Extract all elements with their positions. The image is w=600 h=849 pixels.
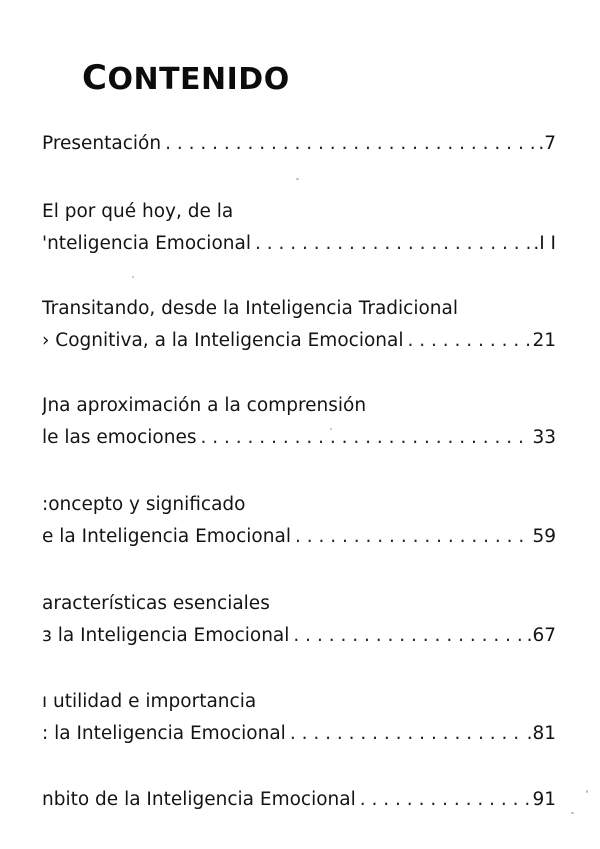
title-rest: ONTENIDO bbox=[107, 62, 290, 97]
toc-entry-title: › Cognitiva, a la Inteligencia Emocional bbox=[42, 330, 404, 351]
toc-entry-title: nbito de la Inteligencia Emocional bbox=[42, 789, 356, 810]
paper-speck bbox=[330, 428, 332, 430]
toc-entry-title: e la Inteligencia Emocional bbox=[42, 526, 291, 547]
toc-entry-transitando[interactable] bbox=[42, 293, 556, 357]
toc-entry-utilidad[interactable] bbox=[42, 686, 556, 750]
toc-page-number: .67 bbox=[526, 625, 556, 646]
title-initial: C bbox=[82, 58, 108, 98]
toc-entry-caracteristicas[interactable] bbox=[42, 588, 556, 652]
toc-entry-title-line: Transitando, desde la Inteligencia Tradicional bbox=[42, 298, 459, 319]
dot-leader bbox=[286, 718, 525, 750]
dot-leader bbox=[289, 620, 524, 652]
toc-entry-title-line: :oncepto y significado bbox=[42, 494, 246, 515]
toc-entry-title-line: El por qué hoy, de la bbox=[42, 201, 234, 222]
paper-speck bbox=[296, 178, 299, 180]
toc-entry-title-line: Jna aproximación a la comprensión bbox=[42, 395, 367, 416]
dot-leader bbox=[356, 784, 531, 816]
toc-entry-title: le las emociones bbox=[42, 427, 197, 448]
toc-entry-title: ɜ la Inteligencia Emocional bbox=[42, 625, 290, 646]
paper-speck bbox=[132, 276, 134, 278]
toc-page-number: 91 bbox=[532, 789, 556, 810]
paper-speck bbox=[571, 812, 574, 814]
paper-speck bbox=[586, 790, 588, 793]
toc-entry-ambito[interactable] bbox=[42, 784, 556, 816]
toc-entry-title: : la Inteligencia Emocional bbox=[42, 723, 286, 744]
toc-entry-title: Presentación bbox=[42, 133, 162, 154]
toc-entry-title-line: aracterísticas esenciales bbox=[42, 593, 270, 614]
toc-entry-concepto[interactable] bbox=[42, 489, 556, 553]
dot-leader bbox=[291, 521, 530, 553]
page-title bbox=[82, 58, 290, 98]
toc-page-number: 33 bbox=[532, 427, 556, 448]
toc-entry-title-line: ı utilidad e importancia bbox=[42, 691, 257, 712]
dot-leader bbox=[251, 228, 531, 260]
toc-entry-aproximacion[interactable] bbox=[42, 390, 556, 454]
toc-page-number: .7 bbox=[538, 133, 556, 154]
toc-entry-title: 'nteligencia Emocional bbox=[42, 233, 251, 254]
toc-page-number: .I I bbox=[533, 233, 556, 254]
toc-entry-por-que-hoy[interactable] bbox=[42, 196, 556, 260]
dot-leader bbox=[161, 128, 536, 160]
toc-entry-presentacion[interactable] bbox=[42, 128, 556, 160]
dot-leader bbox=[403, 325, 530, 357]
toc-page-number: 59 bbox=[532, 526, 556, 547]
toc-page-number: 21 bbox=[532, 330, 556, 351]
toc-page-number: .81 bbox=[526, 723, 556, 744]
dot-leader bbox=[197, 422, 531, 454]
